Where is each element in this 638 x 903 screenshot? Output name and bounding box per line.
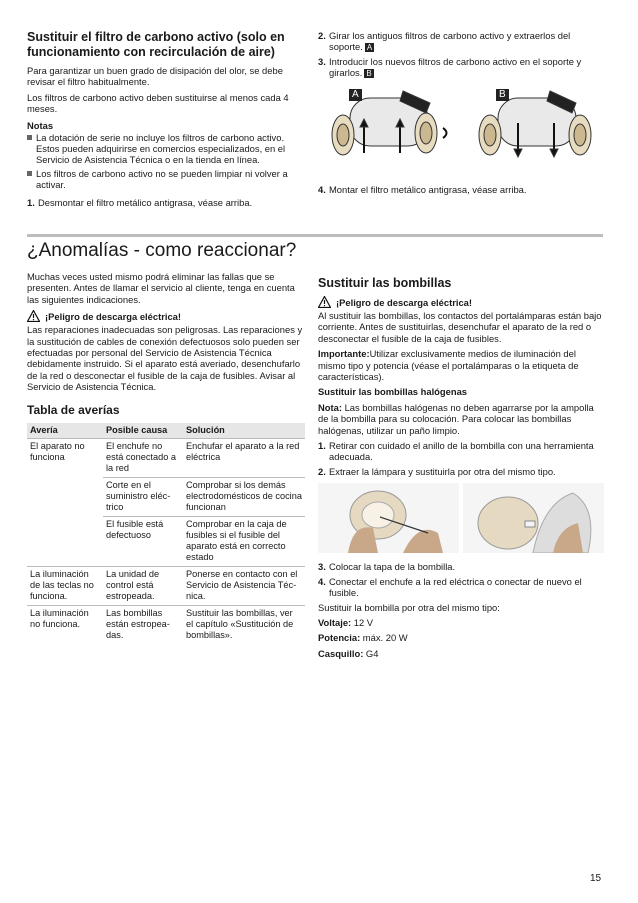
step-text: Girar los antiguos filtros de carbono activo y extraerlos del soporte.: [329, 30, 571, 53]
warning-heading: [27, 310, 305, 322]
table-header: Solución: [183, 423, 305, 439]
warning-label: ¡Peligro de descarga eléctrica!: [336, 296, 472, 308]
warning-icon: [318, 296, 331, 308]
table-cell: La iluminación no funciona.: [27, 605, 103, 644]
bulb-step-3: [318, 561, 604, 572]
step-number: 3.: [318, 55, 326, 67]
spec-label: Potencia:: [318, 632, 361, 644]
step-text: Desmontar el filtro metálico antigrasa, véase arriba.: [38, 196, 253, 208]
step-1: [27, 197, 305, 208]
bulb-replacement-photos: [318, 483, 604, 553]
table-cell: Las bombillas están estropea-das.: [103, 605, 183, 644]
photo-remove-ring: [318, 483, 459, 553]
bulb-step-2: [318, 466, 604, 477]
halogen-note: [318, 402, 604, 436]
table-header: Posible causa: [103, 423, 183, 439]
step-text: Montar el filtro metálico antigrasa, véase arriba.: [329, 183, 527, 195]
ring-removal-drawing: [318, 483, 459, 553]
halogen-title: Sustituir las bombillas halógenas: [318, 386, 467, 398]
warning-icon: [27, 310, 40, 322]
spec-value: 12 V: [351, 616, 374, 628]
replace-instruction: Sustituir la bombilla por otra del mismo tipo:: [318, 601, 500, 613]
warning-heading: [318, 296, 604, 308]
figure-label-b: B: [496, 89, 509, 101]
photo-extract-bulb: [463, 483, 604, 553]
spec-voltage: [318, 617, 604, 628]
troubleshooting-section: [27, 271, 305, 644]
note-text: Las bombillas halógenas no deben agarrarse por la ampolla de la bombilla para su colocación. Para colocar las bombillas halógenas, utilizar un paño limpio.: [318, 401, 594, 436]
step-text: Introducir los nuevos filtros de carbono activo en el soporte y girarlos.: [329, 55, 582, 79]
figure-ref-tag: A: [366, 43, 373, 53]
section-divider: [27, 234, 603, 237]
figure-ref-tag: B: [366, 69, 372, 79]
bulb-replacement-section: [318, 276, 604, 663]
step-2: [318, 30, 604, 53]
carbon-filter-paragraph-1: Para garantizar un buen grado de disipación del olor, se debe revisar el filtro habitualmente.: [27, 65, 283, 88]
warning-text: Al sustituir las bombillas, los contactos del portalámparas están bajo corriente. Antes de sustituirlas, desenchufar el aparato de la red o desconectar el fusible de la caja de fusibles.: [318, 310, 602, 344]
table-cell: Enchufar el aparato a la red eléctrica: [186, 440, 300, 462]
warning-label: ¡Peligro de descarga eléctrica!: [45, 310, 181, 322]
table-cell: Ponerse en contacto con el Servicio de Asistencia Téc-nica.: [183, 566, 305, 605]
notes-title: Notas: [27, 119, 54, 131]
carbon-filter-title: Sustituir el filtro de carbono activo (solo en funcionamiento con recirculación de aire): [27, 30, 285, 59]
table-cell: La unidad de control está estropeada.: [103, 566, 183, 605]
note-label: Nota:: [318, 401, 342, 413]
table-cell: La iluminación de las teclas no funciona.: [27, 566, 103, 605]
figure-label-a: A: [349, 89, 362, 101]
step-text: Extraer la lámpara y sustituirla por otra del mismo tipo.: [329, 465, 556, 477]
table-cell: El fusible está defectuoso: [103, 516, 183, 566]
spec-value: máx. 20 W: [360, 632, 408, 644]
step-4: [318, 184, 604, 195]
page-number: 15: [590, 873, 602, 884]
fault-table-title: Tabla de averías: [27, 402, 120, 417]
table-header: Avería: [27, 423, 103, 439]
table-cell: Comprobar en la caja de fusibles si el fusible del aparato está en correcto estado: [183, 516, 305, 566]
note-item: La dotación de serie no incluye los filtros de carbono activo. Estos pueden adquirirse en comercios especializados, en el Servicio de Asistencia Técnica o en la tienda en línea.: [27, 132, 305, 166]
warning-text: Las reparaciones inadecuadas son peligrosas. Las reparaciones y la sustitución de cables de conexión defectuosos solo pueden ser efectuadas por personal del Servicio de Asistencia Técnica debidamente instruido. Si el aparato está averiado, desenchufarlo de la red o desconectar el fusible de la caja de fusibles. Avisar al Servicio de Asistencia Técnica.: [27, 324, 303, 393]
spec-value: G4: [363, 647, 379, 659]
step-number: 2.: [318, 465, 326, 477]
carbon-filter-illustration: [318, 83, 604, 178]
table-cell: Comprobar si los demás electrodomésticos de cocina funcionan: [183, 477, 305, 516]
table-row: [27, 605, 305, 644]
step-number: 4.: [318, 183, 326, 195]
carbon-filter-section: [27, 30, 305, 211]
spec-label: Casquillo:: [318, 647, 364, 659]
bulb-section-title: Sustituir las bombillas: [318, 276, 452, 290]
table-cell: El aparato no funciona: [30, 440, 85, 462]
important-note: [318, 348, 604, 382]
step-text: Conectar el enchufe a la red eléctrica o conectar de nuevo el fusible.: [329, 575, 582, 599]
step-number: 4.: [318, 575, 326, 587]
bulb-step-4: [318, 576, 604, 599]
important-label: Importante:: [318, 348, 370, 360]
section-title: ¿Anomalías - como reaccionar?: [27, 240, 297, 261]
carbon-filter-steps: [318, 30, 604, 198]
carbon-filter-paragraph-2: Los filtros de carbono activo deben sustituirse al menos cada 4 meses.: [27, 91, 289, 115]
important-text: Utilizar exclusivamente medios de iluminación del mismo tipo y potencia (véase el portalámparas o la etiqueta de características).: [318, 348, 579, 383]
bulb-step-1: [318, 440, 604, 463]
step-text: Retirar con cuidado el anillo de la bombilla con una herramienta adecuada.: [329, 440, 594, 463]
table-row: [27, 566, 305, 605]
table-row: [27, 438, 305, 477]
troubleshooting-intro: Muchas veces usted mismo podrá eliminar las fallas que se presenten. Antes de llamar el servicio al cliente, tenga en cuenta las siguientes indicaciones.: [27, 271, 295, 305]
spec-label: Voltaje:: [318, 616, 352, 628]
step-number: 3.: [318, 561, 326, 573]
step-3: [318, 56, 604, 79]
fault-table: [27, 423, 305, 644]
table-cell: Corte en el suministro eléc-trico: [103, 477, 183, 516]
spec-socket: [318, 648, 604, 659]
spec-power: [318, 632, 604, 643]
step-number: 2.: [318, 30, 326, 41]
step-number: 1.: [318, 440, 326, 452]
step-number: 1.: [27, 196, 35, 208]
table-cell: Sustituir las bombillas, ver el capítulo «Sustitución de bombillas».: [183, 605, 305, 644]
bulb-extraction-drawing: [463, 483, 604, 553]
table-cell: El enchufe no está conectado a la red: [106, 440, 176, 473]
note-item: Los filtros de carbono activo no se pueden limpiar ni volver a activar.: [27, 168, 305, 191]
step-text: Colocar la tapa de la bombilla.: [329, 561, 456, 573]
